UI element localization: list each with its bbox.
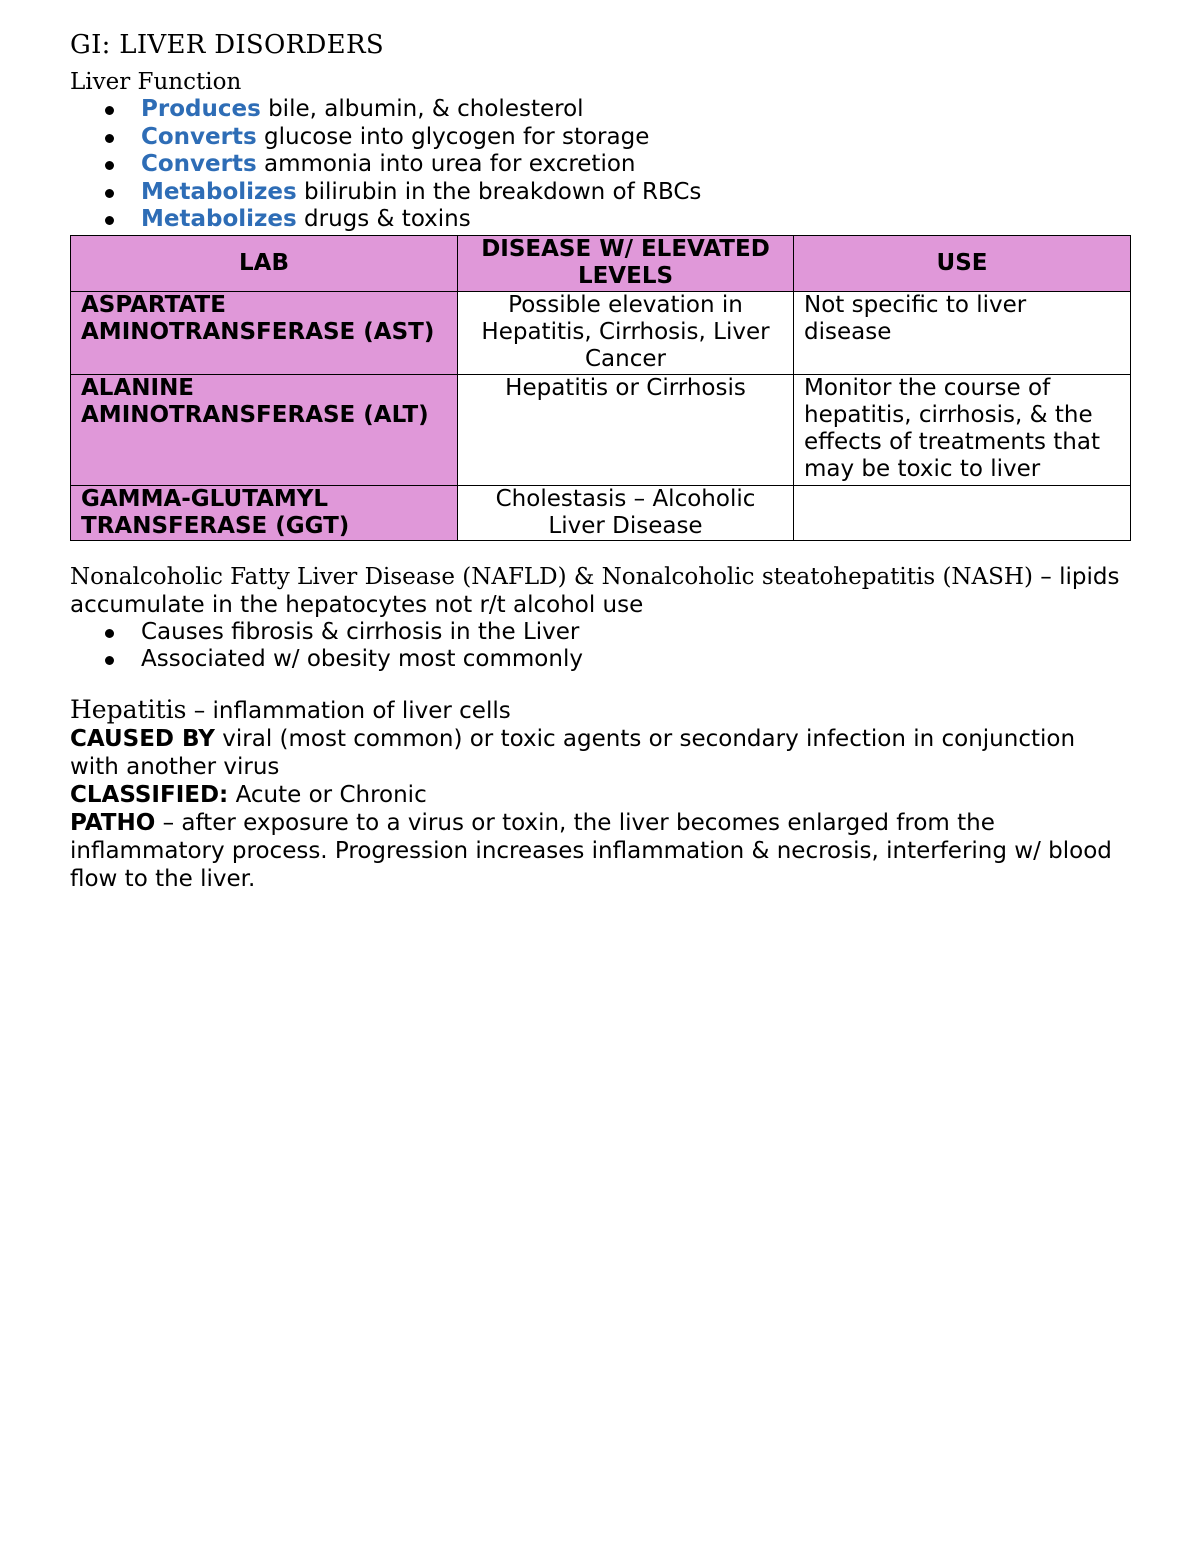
list-item-verb: Produces — [141, 96, 261, 122]
list-item — [70, 179, 1130, 207]
disease-cell: Cholestasis – Alcoholic Liver Disease — [458, 485, 794, 540]
nafld-list — [70, 619, 1130, 674]
list-item — [70, 151, 1130, 179]
lab-cell: ASPARTATE AMINOTRANSFERASE (AST) — [71, 291, 458, 374]
list-item-text: bilirubin in the breakdown of RBCs — [296, 178, 702, 205]
nafld-dash: – — [1032, 563, 1060, 590]
use-cell: Not specific to liver disease — [794, 291, 1131, 374]
use-cell — [794, 485, 1131, 540]
table-row — [71, 374, 1131, 485]
table-row — [71, 485, 1131, 540]
list-item-text: glucose into glycogen for storage — [256, 123, 650, 150]
patho-paragraph — [70, 809, 1130, 893]
table-row — [71, 291, 1131, 374]
patho-text: – after exposure to a virus or toxin, the liver becomes enlarged from the inflammatory process. Progression increases inflammation & necrosis, interfering w/ blood flow to the liver. — [70, 809, 1112, 892]
lab-cell: ALANINE AMINOTRANSFERASE (ALT) — [71, 374, 458, 485]
hepatitis-heading: Hepatitis — [70, 694, 187, 724]
nafld-paragraph — [70, 563, 1130, 619]
document-page — [70, 28, 1130, 893]
hepatitis-description: – inflammation of liver cells — [186, 697, 511, 724]
list-item — [70, 124, 1130, 152]
caused-by-paragraph — [70, 725, 1130, 781]
list-item-verb: Converts — [141, 151, 257, 177]
list-item-verb: Converts — [141, 123, 257, 150]
list-item — [70, 96, 1130, 124]
caused-by-label: CAUSED BY — [70, 725, 215, 752]
list-item: Associated w/ obesity most commonly — [70, 646, 1130, 674]
disease-cell: Possible elevation in Hepatitis, Cirrhosis, Liver Cancer — [458, 291, 794, 374]
list-item-text: drugs & toxins — [296, 206, 471, 232]
caused-by-text: viral (most common) or toxic agents or secondary infection in conjunction with another virus — [70, 725, 1076, 780]
liver-function-list — [70, 96, 1130, 234]
column-header-disease: DISEASE W/ ELEVATED LEVELS — [458, 235, 794, 291]
nafld-description: lipids accumulate in the hepatocytes not r/t alcohol use — [70, 563, 1120, 618]
hepatitis-section — [70, 696, 1130, 893]
patho-label: PATHO — [70, 809, 156, 836]
list-item-verb: Metabolizes — [141, 178, 297, 205]
column-header-use: USE — [794, 235, 1131, 291]
lab-cell: GAMMA-GLUTAMYL TRANSFERASE (GGT) — [71, 485, 458, 540]
lab-table — [70, 235, 1131, 541]
nafld-heading: Nonalcoholic Fatty Liver Disease (NAFLD) & Nonalcoholic steatohepatitis (NASH) — [70, 563, 1033, 590]
hepatitis-heading-line — [70, 696, 1130, 725]
document-title: GI: LIVER DISORDERS — [70, 30, 384, 60]
classified-label: CLASSIFIED: — [70, 781, 229, 808]
list-item — [70, 206, 1130, 234]
nafld-section — [70, 563, 1130, 674]
classified-text: Acute or Chronic — [228, 781, 427, 808]
disease-cell: Hepatitis or Cirrhosis — [458, 374, 794, 485]
list-item-text: bile, albumin, & cholesterol — [260, 96, 584, 122]
list-item-text: ammonia into urea for excretion — [256, 151, 636, 177]
list-item: Causes fibrosis & cirrhosis in the Liver — [70, 619, 1130, 647]
classified-paragraph — [70, 781, 1130, 809]
column-header-lab: LAB — [71, 235, 458, 291]
list-item-verb: Metabolizes — [141, 206, 297, 232]
use-cell: Monitor the course of hepatitis, cirrhosis, & the effects of treatments that may be toxic to liver — [794, 374, 1131, 485]
table-header-row — [71, 235, 1131, 291]
liver-function-heading: Liver Function — [70, 69, 242, 95]
